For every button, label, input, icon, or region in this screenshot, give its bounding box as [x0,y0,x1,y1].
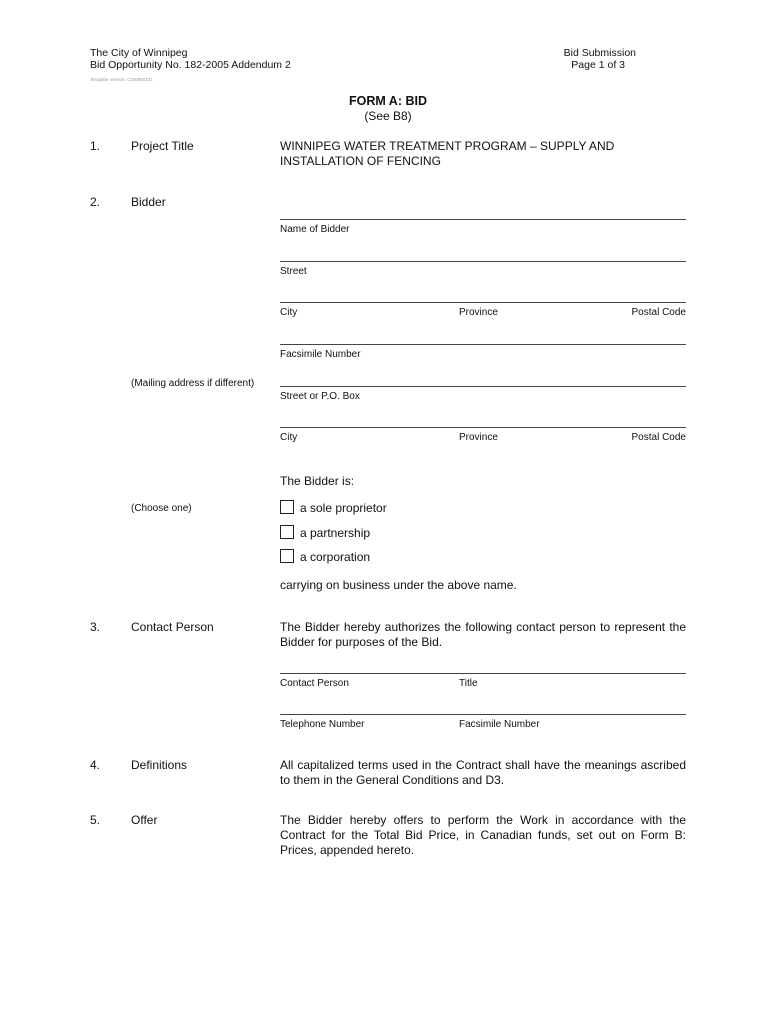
mailing-province-label: Province [459,432,498,443]
title-label: Title [459,678,478,689]
section-1-number: 1. [90,139,101,153]
city-label: City [280,307,298,318]
bidder-is-heading: The Bidder is: [280,474,355,488]
carrying-on-business-text: carrying on business under the above name. [280,578,517,592]
contact-person-text: The Bidder hereby authorizes the following contact person to represent the Bidder for purposes of the Bid. [280,620,686,649]
header-template-version: Template Version: C320050101 [90,77,153,82]
mailing-city-line[interactable] [280,427,686,428]
section-2-number: 2. [90,195,101,209]
facsimile-label: Facsimile Number [280,349,361,360]
contact-title-line[interactable] [280,673,686,674]
postal-code-label: Postal Code [631,307,686,318]
definitions-text: All capitalized terms used in the Contract shall have the meanings ascribed to them in the General Conditions and D3. [280,758,686,787]
section-3-label: Contact Person [131,620,214,634]
project-title-line-1: WINNIPEG WATER TREATMENT PROGRAM – SUPPLY AND [280,139,615,153]
section-1-label: Project Title [131,139,194,153]
section-5-number: 5. [90,813,101,827]
section-2-label: Bidder [131,195,166,209]
province-label: Province [459,307,498,318]
header-submission: Bid Submission [563,47,636,59]
street-po-box-label: Street or P.O. Box [280,391,360,402]
corporation-label: a corporation [300,550,371,564]
mailing-street-line[interactable] [280,386,686,387]
contact-person-label: Contact Person [280,678,349,689]
header-page: Page 1 of 3 [571,59,625,71]
section-4-label: Definitions [131,758,188,772]
name-of-bidder-label: Name of Bidder [280,224,350,235]
header-city: The City of Winnipeg [90,47,188,59]
choose-one-note: (Choose one) [131,503,192,514]
contact-facsimile-label: Facsimile Number [459,719,540,730]
telephone-facsimile-line[interactable] [280,714,686,715]
section-4-number: 4. [90,758,101,772]
street-label: Street [280,266,307,277]
form-title: FORM A: BID [349,94,427,108]
partnership-label: a partnership [300,526,371,540]
telephone-number-label: Telephone Number [280,719,365,730]
form-subtitle: (See B8) [364,109,412,123]
mailing-city-label: City [280,432,298,443]
sole-proprietor-label: a sole proprietor [300,501,387,515]
mailing-postal-code-label: Postal Code [631,432,686,443]
mailing-address-note: (Mailing address if different) [131,378,255,389]
sole-proprietor-checkbox[interactable] [280,500,294,514]
facsimile-line[interactable] [280,344,686,345]
street-line[interactable] [280,261,686,262]
city-province-postal-line[interactable] [280,302,686,303]
name-of-bidder-line[interactable] [280,219,686,220]
corporation-checkbox[interactable] [280,549,294,563]
offer-text: The Bidder hereby offers to perform the Work in accordance with the Contract for the Total Bid Price, in Canadian funds, set out on Form B: Prices, appended hereto. [280,813,686,857]
header-bid-opportunity: Bid Opportunity No. 182-2005 Addendum 2 [90,59,291,71]
section-3-number: 3. [90,620,101,634]
project-title-line-2: INSTALLATION OF FENCING [280,154,441,168]
partnership-checkbox[interactable] [280,525,294,539]
section-5-label: Offer [131,813,158,827]
